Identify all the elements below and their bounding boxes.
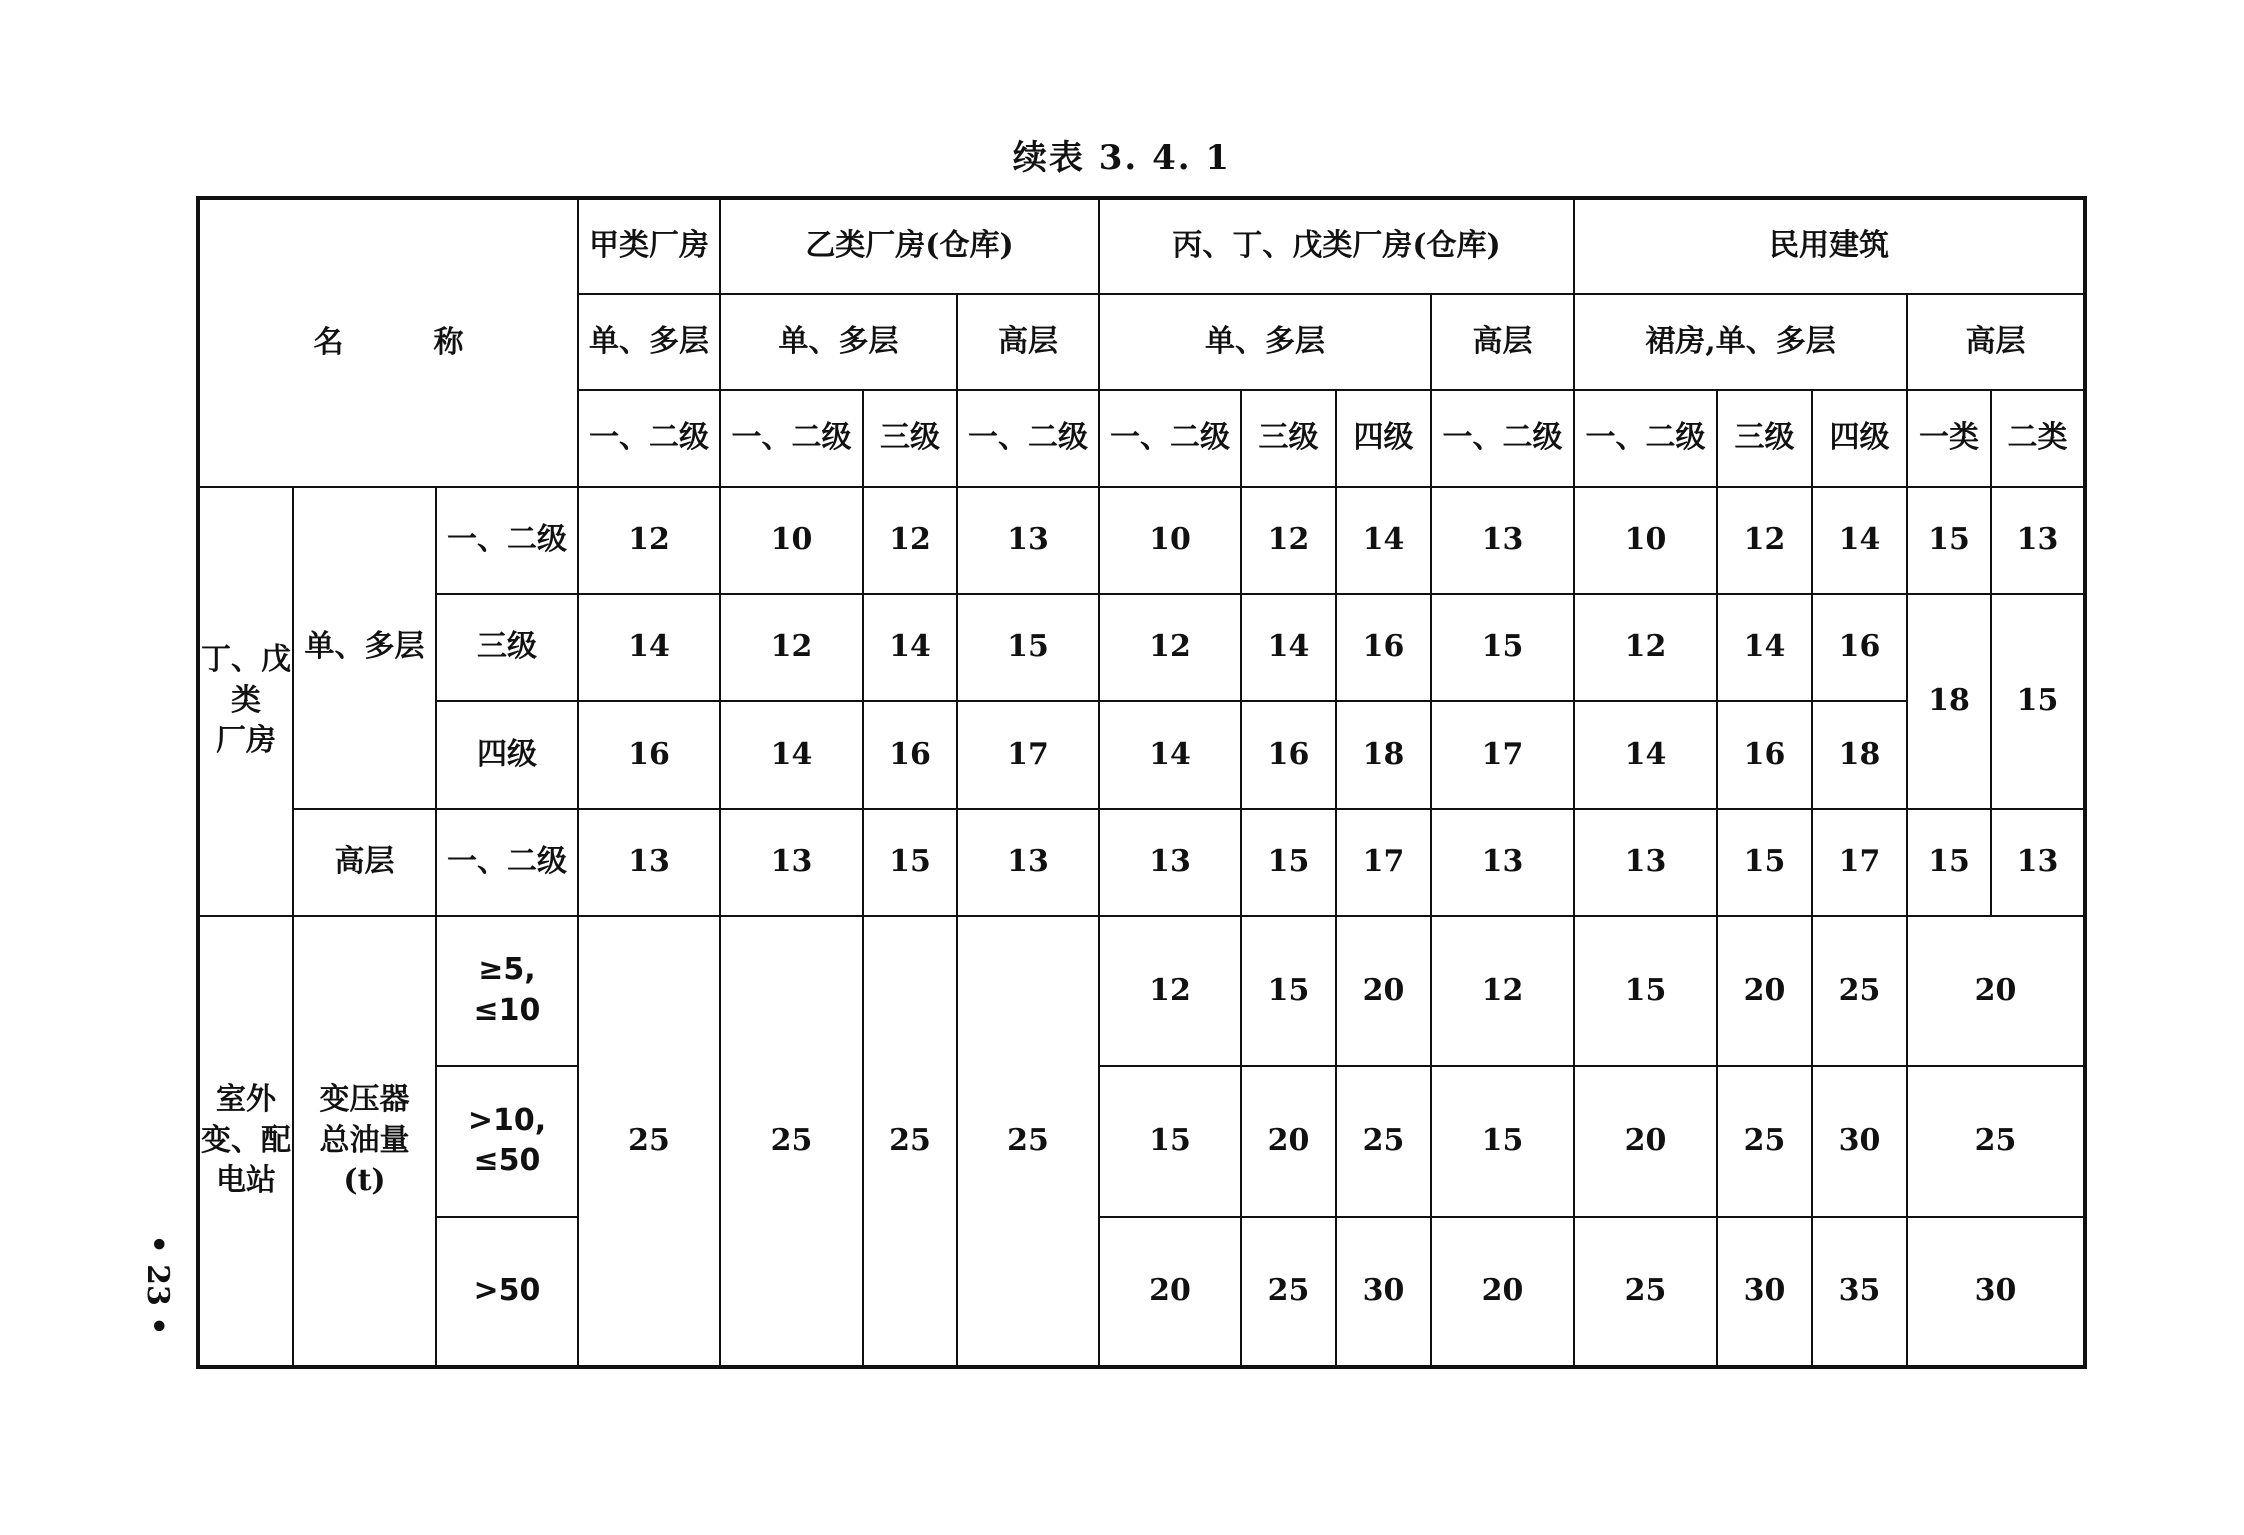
row-grade: 三级 [436,594,578,701]
grade-header: 三级 [863,390,957,486]
table-cell: 15 [957,594,1099,701]
grade-header: 四级 [1336,390,1431,486]
name-header-char-1: 名 [313,324,344,360]
table-cell: 16 [1717,701,1812,808]
table-cell: 13 [1431,809,1574,916]
table-cell: 16 [578,701,720,808]
table-cell: 13 [957,809,1099,916]
table-cell: 30 [1812,1066,1907,1216]
table-cell: 15 [863,809,957,916]
table-cell: 30 [1336,1217,1431,1367]
section-label-line: 室外 [216,1082,276,1118]
table-cell-merged: 15 [1991,594,2085,809]
oil-range [436,1217,578,1367]
section-label-line: 电站 [216,1163,276,1199]
group-label-line: (t) [343,1163,386,1199]
subgroup-header: 高层 [957,294,1099,390]
group-header-b: 乙类厂房(仓库) [720,198,1099,294]
table-cell-merged: 25 [957,916,1099,1367]
table-cell: 15 [1431,1066,1574,1216]
table-cell: 16 [863,701,957,808]
table-cell: 14 [1812,487,1907,594]
table-cell: 25 [1336,1066,1431,1216]
grade-header: 一、二级 [1099,390,1241,486]
section-label-line: 厂房 [216,723,276,759]
table-cell: 25 [1717,1066,1812,1216]
table-row [198,487,2085,594]
group-header-a: 甲类厂房 [578,198,720,294]
subgroup-header: 高层 [1431,294,1574,390]
table-cell: 14 [1717,594,1812,701]
table-cell: 17 [957,701,1099,808]
table-cell: 13 [1991,809,2085,916]
table-cell: 20 [1241,1066,1336,1216]
table-cell: 16 [1336,594,1431,701]
table-cell: 14 [1241,594,1336,701]
table-cell: 12 [1574,594,1717,701]
table-cell: 12 [578,487,720,594]
table-cell: 13 [1431,487,1574,594]
table-cell-merged: 25 [720,916,863,1367]
grade-header: 四级 [1812,390,1907,486]
table-cell: 17 [1336,809,1431,916]
header-row-groups [198,198,2085,294]
table-row [198,809,2085,916]
table-cell: 10 [1099,487,1241,594]
table-cell: 15 [1907,487,1991,594]
table-cell: 18 [1812,701,1907,808]
table-row [198,701,2085,808]
table-cell-merged: 30 [1907,1217,2085,1367]
table-cell: 12 [863,487,957,594]
oil-range-line: ≥5, [478,952,536,988]
row-group-transformer-oil [293,916,436,1367]
grade-header: 二类 [1991,390,2085,486]
table-cell: 14 [578,594,720,701]
oil-range-line: ≤50 [473,1143,541,1179]
oil-range-line: >50 [473,1273,541,1308]
row-group-multi-storey: 单、多层 [293,487,436,809]
table-caption: 续表 3. 4. 1 [1012,138,1232,178]
table-cell: 13 [720,809,863,916]
grade-header: 三级 [1241,390,1336,486]
table-cell: 15 [1431,594,1574,701]
oil-range [436,1066,578,1216]
table-cell: 12 [720,594,863,701]
table-cell-merged: 18 [1907,594,1991,809]
table-cell: 30 [1717,1217,1812,1367]
table-cell: 13 [578,809,720,916]
table-cell: 15 [1241,916,1336,1066]
table-cell: 14 [863,594,957,701]
section-label-line: 类 [231,682,261,718]
grade-header: 一类 [1907,390,1991,486]
grade-header: 一、二级 [1431,390,1574,486]
table-cell: 16 [1812,594,1907,701]
grade-header: 三级 [1717,390,1812,486]
table-cell: 20 [1336,916,1431,1066]
table-cell: 15 [1907,809,1991,916]
table-cell: 12 [1099,594,1241,701]
table-row [198,1217,2085,1367]
table-cell: 25 [1241,1217,1336,1367]
table-cell: 20 [1099,1217,1241,1367]
name-header-char-2: 称 [433,324,464,360]
table-cell-merged: 25 [578,916,720,1367]
grade-header: 一、二级 [957,390,1099,486]
table-cell: 20 [1574,1066,1717,1216]
table-cell: 12 [1099,916,1241,1066]
section-label-line: 丁、戊 [201,642,291,678]
oil-range-line: >10, [467,1102,547,1138]
table-cell: 12 [1717,487,1812,594]
table-row [198,916,2085,1066]
row-grade: 四级 [436,701,578,808]
table-cell: 18 [1336,701,1431,808]
table-cell: 15 [1099,1066,1241,1216]
subgroup-header: 单、多层 [578,294,720,390]
table-cell: 10 [720,487,863,594]
table-cell: 15 [1574,916,1717,1066]
section-label-factory [198,487,293,916]
table-cell-merged: 20 [1907,916,2085,1066]
fire-separation-table [196,196,2087,1369]
table-cell: 20 [1431,1217,1574,1367]
table-cell: 14 [1336,487,1431,594]
table-row [198,1066,2085,1216]
subgroup-header: 裙房,单、多层 [1574,294,1907,390]
table-cell: 15 [1717,809,1812,916]
table-cell: 10 [1574,487,1717,594]
oil-range-line: ≤10 [473,992,541,1028]
table-cell: 20 [1717,916,1812,1066]
table-cell: 14 [720,701,863,808]
section-label-line: 变、配 [201,1122,291,1158]
group-label-line: 变压器 [319,1082,410,1118]
table-cell: 16 [1241,701,1336,808]
table-cell: 13 [1991,487,2085,594]
name-header [198,198,578,487]
table-cell: 13 [957,487,1099,594]
table-cell: 25 [1812,916,1907,1066]
grade-header: 一、二级 [720,390,863,486]
table-cell: 12 [1431,916,1574,1066]
page-number: • 23 • [140,1234,176,1336]
subgroup-header: 单、多层 [1099,294,1431,390]
table-cell: 17 [1812,809,1907,916]
table-cell: 35 [1812,1217,1907,1367]
table-cell: 13 [1574,809,1717,916]
group-header-civil: 民用建筑 [1574,198,2085,294]
table-cell: 15 [1241,809,1336,916]
table-cell-merged: 25 [863,916,957,1367]
grade-header: 一、二级 [1574,390,1717,486]
table-cell-merged: 25 [1907,1066,2085,1216]
group-header-cde: 丙、丁、戊类厂房(仓库) [1099,198,1574,294]
subgroup-header: 高层 [1907,294,2085,390]
oil-range [436,916,578,1066]
row-grade: 一、二级 [436,487,578,594]
table-cell: 17 [1431,701,1574,808]
group-label-line: 总油量 [319,1122,410,1158]
table-cell: 14 [1574,701,1717,808]
table-cell: 25 [1574,1217,1717,1367]
table-cell: 13 [1099,809,1241,916]
table-cell: 14 [1099,701,1241,808]
row-group-high-rise: 高层 [293,809,436,916]
subgroup-header: 单、多层 [720,294,957,390]
grade-header: 一、二级 [578,390,720,486]
table-cell: 12 [1241,487,1336,594]
row-grade: 一、二级 [436,809,578,916]
table-row [198,594,2085,701]
